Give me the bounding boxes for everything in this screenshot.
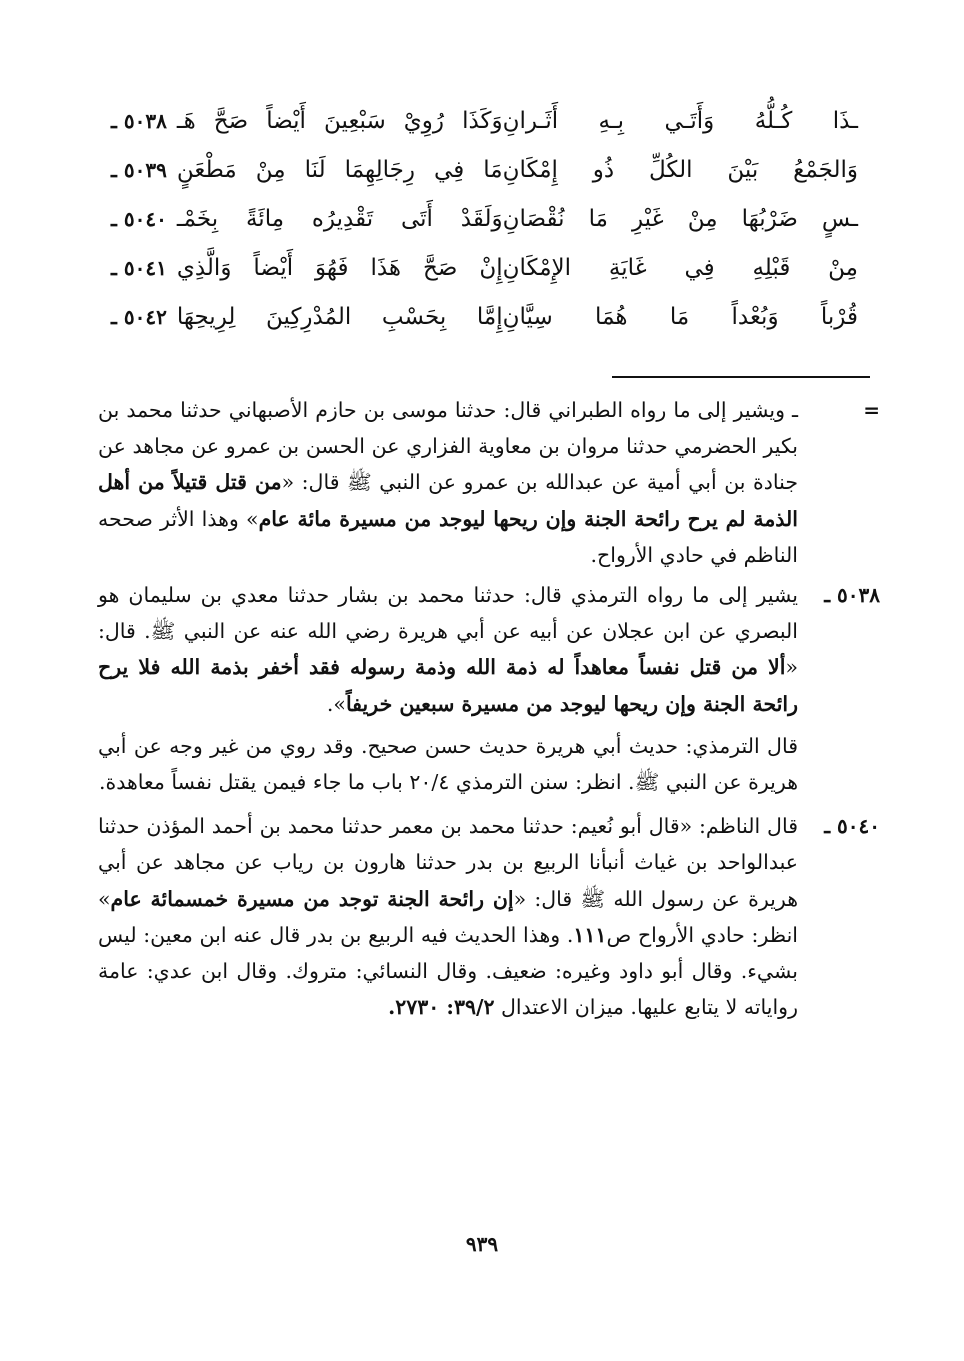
footnote-continued: [90, 392, 880, 573]
page-number: ٩٣٩: [465, 1232, 499, 1256]
verse-line: [78, 108, 878, 157]
footnote-5040: [90, 808, 880, 1025]
footnote-separator: [612, 376, 870, 378]
footnote-text-part: يشير إلى ما رواه الترمذي قال: حدثنا محمد بن بشار حدثنا معدي بن سليمان هو البصري عن ابن عجلان عن أبيه عن أبي هريرة رضي الله عنه عن النبي ﷺ. قال: «: [98, 583, 798, 680]
verse-number: ٥٠٣٨ ـ: [111, 109, 167, 133]
footnote-text-part: » انظر: حادي الأرواح ص: [98, 886, 798, 947]
verse-number: ٥٠٤١ ـ: [111, 256, 167, 280]
footnote-text: [98, 808, 798, 1025]
footnote-5038: [90, 577, 880, 722]
footnote-text-part: قال الناظم: «قال أبو نُعيم: حدثنا محمد بن معمر حدثنا محمد بن أحمد المؤذن حدثنا عبدالواحد بن غياث أنبأنا الربيع بن بدر حدثنا هارون بن رياب عن مجاهد عن أبي هريرة عن رسول الله ﷺ قال: «: [98, 814, 799, 911]
verse-second-hemistich: قُرْباً وَبُعْداً مَا هُمَا سِيَّانِ: [502, 304, 858, 330]
verse-second-hemistich: ـسٍ ضَرْبُهَا مِنْ غَيْرِ مَا نُقْصَانِ: [502, 206, 858, 232]
verse-number: ٥٠٤٠ ـ: [111, 207, 167, 231]
verse-number: ٥٠٤٢ ـ: [111, 305, 167, 329]
verse-first-hemistich: وَكَذَا رُوِيْ سَبْعِينَ أَيْضاً صَحَّ هَـ: [176, 108, 503, 134]
verse-first-hemistich: وَلَقَدْ أَتَى تَقْدِيرُه مِائَةً بِخَمْـ: [176, 206, 503, 232]
verse-second-hemistich: ـذَا كُـلُّهُ وَأَتَـي بِـهِ أَثَـرانِ: [502, 108, 858, 134]
verse-first-hemistich: إِنْ صَحَّ هَذَا فَهُوَ أَيْضاً وَالَّذِي: [176, 255, 503, 281]
verse-second-hemistich: مِنْ قَبْلِهِ فِي غَايَةِ الإِمْكَانِ: [502, 255, 858, 281]
footnote-marker: ٥٠٤٠ ـ: [824, 814, 880, 839]
footnote-paragraph: قال الترمذي: حديث أبي هريرة حديث حسن صحيح. وقد روي من غير وجه عن أبي هريرة عن النبي ﷺ. انظر: سنن الترمذي ٢٠/٤ باب ما جاء فيمن يقتل نفساً معاهدة.: [98, 733, 798, 795]
verse-line: [78, 206, 878, 255]
footnote-text: [98, 392, 798, 573]
footnote-text-part: . وهذا الحديث فيه الربيع بن بدر قال عنه ابن معين: ليس بشيء. وقال أبو داود وغيره: ضعيف. وقال النسائي: متروك. وقال ابن عدي: عامة رواياته لا يتابع عليها. ميزان الاعتدال: [98, 922, 798, 1020]
footnotes: [90, 392, 880, 1029]
verse-first-hemistich: مَا فِي رِجَالِهِمَا لَنَا مِنْ مَطْعَنٍ: [176, 157, 503, 183]
footnote-text: [98, 577, 798, 722]
verse-first-hemistich: إِمَّا بِحَسْبِ المُدْرِكِينَ لِرِيحِهَا: [176, 304, 503, 330]
verse-number: ٥٠٣٩ ـ: [111, 158, 167, 182]
hadith-quote: من قتل قتيلاً من أهل الذمة لم يرح رائحة الجنة وإن ريحها ليوجد من مسيرة مائة عام: [98, 470, 798, 531]
footnote-text-part: ».: [326, 691, 346, 716]
footnote-text-part: » وهذا الأثر صححه الناظم في حادي الأرواح.: [98, 506, 798, 567]
page-reference: ١١١: [573, 922, 607, 947]
hadith-quote: إن رائحة الجنة توجد من مسيرة خمسمائة عام: [110, 886, 514, 911]
hadith-quote: ألا من قتل نفساً معاهداً له ذمة الله وذمة رسوله فقد أخفر بذمة الله فلا يرح رائحة الجنة وإن ريحها ليوجد من مسيرة سبعين خريفاً: [98, 655, 798, 716]
footnote-text-part: ـ ويشير إلى ما رواه الطبراني قال: حدثنا موسى بن حازم الأصبهاني حدثنا محمد بن بكير الحضرمي حدثنا مروان بن معاوية الفزاري عن الحسن بن عمرو عن مجاهد عن جنادة بن أبي أمية عن عبدالله بن عمرو عن النبي ﷺ قال: «: [98, 398, 798, 495]
footnote-marker: ٥٠٣٨ ـ: [824, 583, 880, 608]
verse-line: [78, 304, 878, 353]
verse-second-hemistich: وَالجَمْعُ بَيْنَ الكُلِّ ذُو إِمْكَانِ: [502, 157, 858, 183]
verse-line: [78, 255, 878, 304]
mizan-reference: ٣٩/٢: ٢٧٣٠.: [388, 995, 495, 1020]
verse-line: [78, 157, 878, 206]
verses-block: [78, 108, 878, 353]
footnote-marker: =: [863, 398, 880, 422]
